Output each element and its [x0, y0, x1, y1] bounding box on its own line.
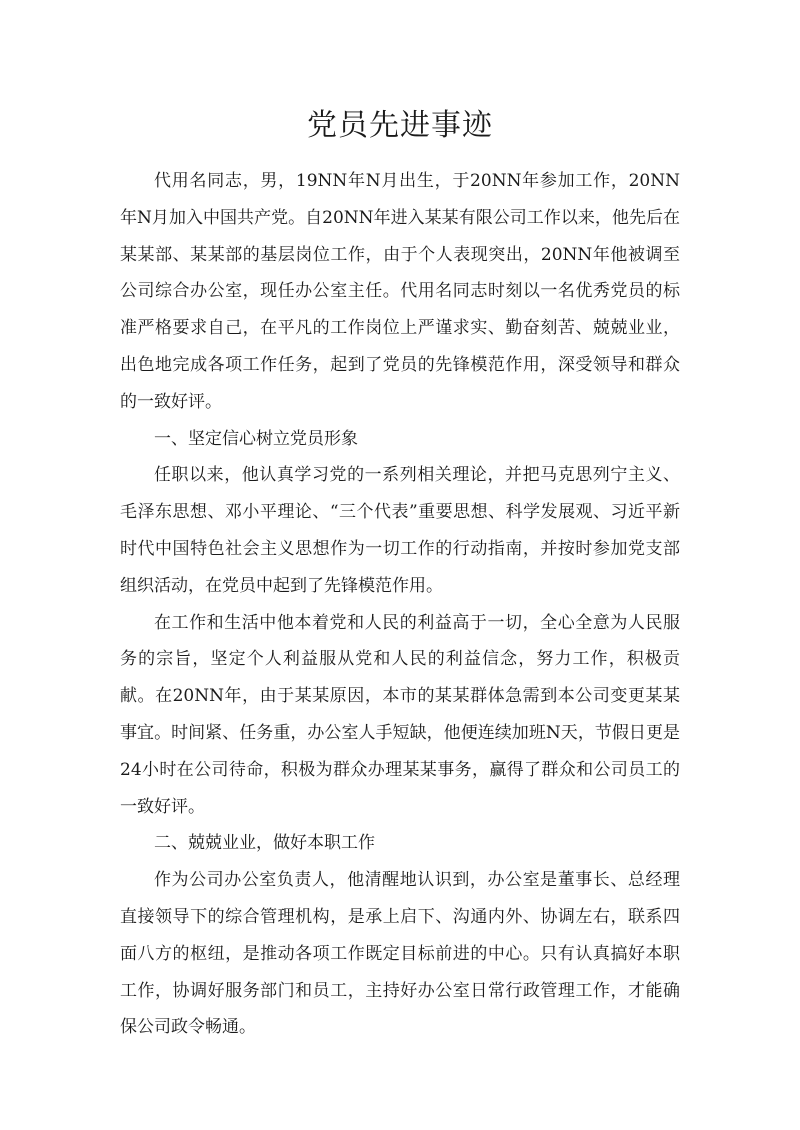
- paragraph-theory: 任职以来，他认真学习党的一系列相关理论，并把马克思列宁主义、毛泽东思想、邓小平理论、“三个代表”重要思想、科学发展观、习近平新时代中国特色社会主义思想作为一切工作的行动指南，并按时参加党支部组织活动，在党员中起到了先锋模范作用。: [120, 465, 680, 596]
- section-heading-2: 二、兢兢业业，做好本职工作: [154, 833, 375, 854]
- document-title: 党员先进事迹: [307, 108, 493, 143]
- paragraph-office: 作为公司办公室负责人，他清醒地认识到，办公室是董事长、总经理直接领导下的综合管理机构，是承上启下、沟通内外、协调左右，联系四面八方的枢纽，是推动各项工作既定目标前进的中心。只有认真搞好本职工作，协调好服务部门和员工，主持好办公室日常行政管理工作，才能确保公司政令畅通。: [120, 870, 680, 1038]
- paragraph-intro: 代用名同志，男，19NN年N月出生，于20NN年参加工作，20NN年N月加入中国共产党。自20NN年进入某某有限公司工作以来，他先后在某某部、某某部的基层岗位工作，由于个人表现突出，20NN年他被调至公司综合办公室，现任办公室主任。代用名同志时刻以一名优秀党员的标准严格要求自己，在平凡的工作岗位上严谨求实、勤奋刻苦、兢兢业业，出色地完成各项工作任务，起到了党员的先锋模范作用，深受领导和群众的一致好评。: [120, 171, 680, 412]
- section-heading-1: 一、坚定信心树立党员形象: [154, 428, 358, 449]
- paragraph-service: 在工作和生活中他本着党和人民的利益高于一切，全心全意为人民服务的宗旨，坚定个人利益服从党和人民的利益信念，努力工作，积极贡献。在20NN年，由于某某原因，本市的某某群体急需到本公司变更某某事宜。时间紧、任务重，办公室人手短缺，他便连续加班N天，节假日更是24小时在公司待命，积极为群众办理某某事务，赢得了群众和公司员工的一致好评。: [120, 612, 680, 817]
- document-body: [120, 163, 680, 1046]
